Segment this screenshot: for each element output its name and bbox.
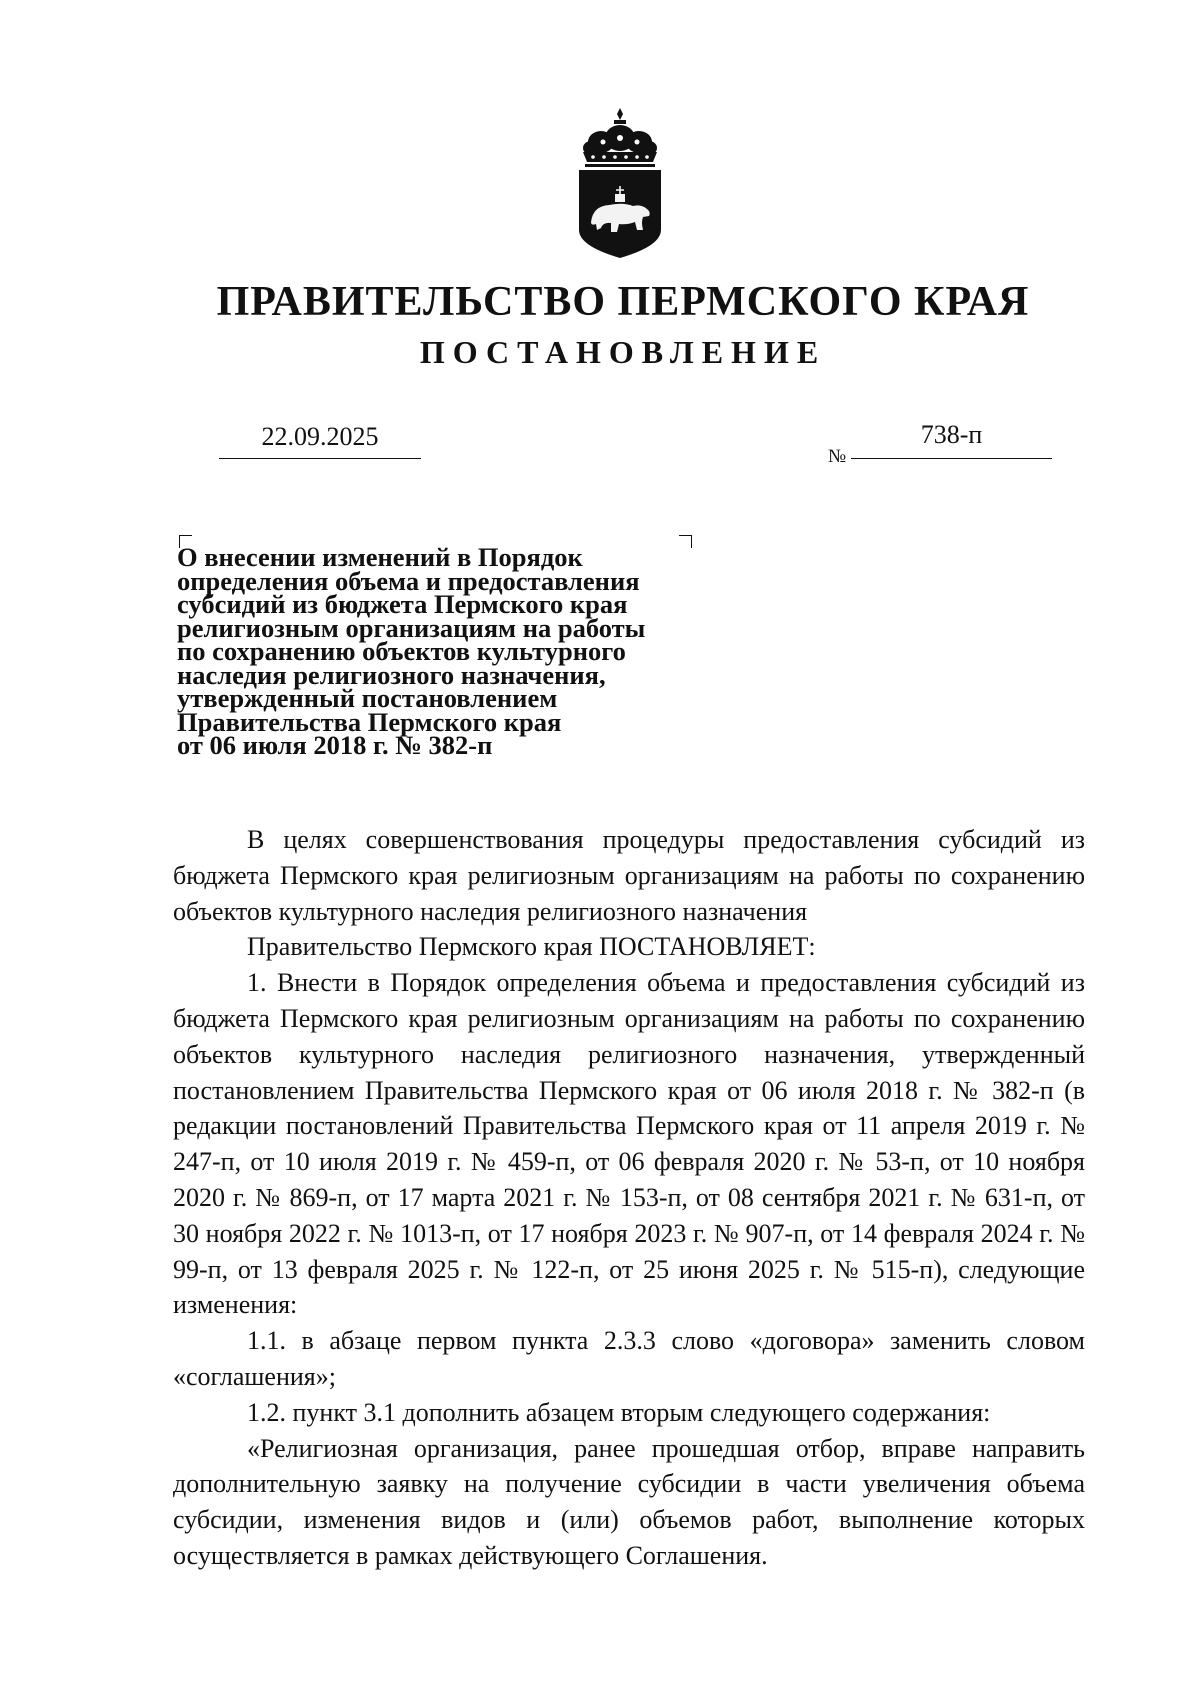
subject-line: субсидий из бюджета Пермского края: [177, 589, 628, 619]
government-title: ПРАВИТЕЛЬСТВО ПЕРМСКОГО КРАЯ: [216, 279, 1030, 325]
subject-line: по сохранению объектов культурного: [177, 636, 626, 666]
document-body: [173, 822, 1085, 1574]
perm-krai-coat-of-arms-icon: [571, 108, 669, 260]
subject-line: О внесении изменений в Порядок: [177, 542, 583, 572]
document-subject: [177, 542, 697, 760]
preamble-paragraph: В целях совершенствования процедуры предоставления субсидий из бюджета Пермского края религиозным организациям на работы по сохранению объектов культурного наследия религиозного назначения: [173, 825, 1085, 926]
subject-line: Правительства Пермского края: [177, 706, 562, 737]
item-1-1-paragraph: 1.1. в абзаце первом пункта 2.3.3 слово «договора» заменить словом «соглашения»;: [173, 1326, 1085, 1391]
subject-line: от 06 июля 2018 г. № 382-п: [177, 730, 493, 760]
subject-line: наследия религиозного назначения,: [177, 659, 606, 690]
subject-line: определения объема и предоставления: [177, 565, 640, 596]
resolution-clause: Правительство Пермского края ПОСТАНОВЛЯЕТ:: [247, 932, 816, 962]
document-type-title: ПОСТАНОВЛЕНИЕ: [419, 334, 827, 370]
subject-line: религиозным организациям на работы: [177, 612, 646, 643]
quoted-paragraph: «Религиозная организация, ранее прошедшая отбор, вправе направить дополнительную заявку на получение субсидии в части увеличения объема субсидии, изменения видов и (или) объемов работ, выполнение которых осуществляется в рамках действующего Соглашения.: [173, 1433, 1085, 1570]
item-1-paragraph: 1. Внести в Порядок определения объема и предоставления субсидий из бюджета Пермского края религиозным организациям на работы по сохранению объектов культурного наследия религиозного назначения, утвержденный постановлением Правительства Пермского края от 06 июля 2018 г. № 382-п (в редакции постановлений Правительства Пермского края от 11 апреля 2019 г. № 247-п, от 10 июля 2019 г. № 459-п, от 06 февраля 2020 г. № 53-п, от 10 ноября 2020 г. № 869-п, от 17 марта 2021 г. № 153-п, от 08 сентября 2021 г. № 631-п, от 30 ноября 2022 г. № 1013-п, от 17 ноября 2023 г. № 907-п, от 14 февраля 2024 г. № 99-п, от 13 февраля 2025 г. № 122-п, от 25 июня 2025 г. № 515-п), следующие изменения:: [173, 968, 1085, 1320]
item-1-2-paragraph: 1.2. пункт 3.1 дополнить абзацем вторым следующего содержания:: [247, 1397, 991, 1427]
number-sign-label: №: [828, 446, 847, 467]
document-number: 738-п: [851, 420, 1052, 459]
document-date: 22.09.2025: [219, 422, 421, 459]
subject-line: утвержденный постановлением: [177, 683, 558, 713]
